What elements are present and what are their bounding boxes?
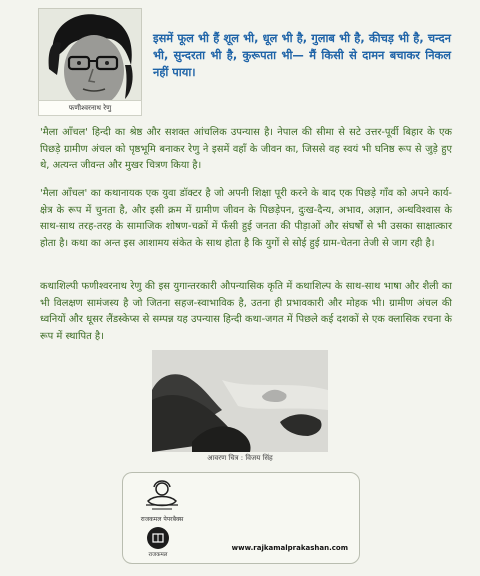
publisher-logo-icon: [142, 477, 182, 513]
publisher-name: राजकमल पेपरबैक्स: [140, 516, 184, 523]
imprint-logo-icon: [147, 527, 169, 549]
author-quote: इसमें फूल भी हैं शूल भी, धूल भी है, गुलाब भी है, कीचड़ भी है, चन्दन भी, सुन्दरता भी है, कुरूपता भी— मैं किसी से दामन बचाकर निकल नहीं पाया।: [153, 31, 451, 79]
author-caption: फणीश्वरनाथ रेणु: [38, 100, 142, 116]
publisher-website[interactable]: www.rajkamalprakashan.com: [231, 544, 348, 552]
imprint-name: राजकमल: [148, 552, 168, 558]
paragraph-intro: 'मैला आँचल' हिन्दी का श्रेष्ठ और सशक्त आंचलिक उपन्यास है। नेपाल की सीमा से सटे उत्तर-पूर्वी बिहार के एक पिछड़े ग्रामीण अंचल को पृष्ठभूमि बनाकर रेणु ने इसमें वहाँ के जीवन का, जिससे वह स्वयं भी घनिष्ठ रूप से जुड़े हुए थे, अत्यन्त जीवन्त और मुखर चित्रण किया है।: [40, 127, 452, 172]
paragraph-style: कथाशिल्पी फणीश्वरनाथ रेणु की इस युगान्तरकारी औपन्यासिक कृति में कथाशिल्प के साथ-साथ भाषा और शैली का भी विलक्षण सामंजस्य है जो जितना सहज-स्वाभाविक है, उतना ही प्रभावकारी और मोहक भी। ग्रामीण अंचल की ध्वनियों और धूसर लैंडस्केप्स से सम्पन्न यह उपन्यास हिन्दी कथा-जगत में पिछले कई दशकों से एक क्लासिक रचना के रूप में स्थापित है।: [40, 281, 452, 342]
cover-artwork: [152, 350, 328, 452]
paragraph-story: 'मैला आँचल' का कथानायक एक युवा डॉक्टर है जो अपनी शिक्षा पूरी करने के बाद एक पिछड़े गाँव को अपने कार्य-क्षेत्र के रूप में चुनता है, और इसी क्रम में ग्रामीण जीवन के पिछड़ेपन, दुःख-दैन्य, अभाव, अज्ञान, अन्धविश्वास के साथ-साथ तरह-तरह के सामाजिक शोषण-चक्रों में फँसी हुई जनता की पीड़ाओं और संघर्षों से भी उसका साक्षात्कार होता है। कथा का अन्त इस आशामय संकेत के साथ होता है कि युगों से सोई हुई ग्राम-चेतना तेजी से जाग रही है।: [40, 188, 452, 249]
cover-credit: आवरण चित्र : विजय सिंह: [207, 454, 273, 462]
author-portrait: [38, 8, 142, 114]
